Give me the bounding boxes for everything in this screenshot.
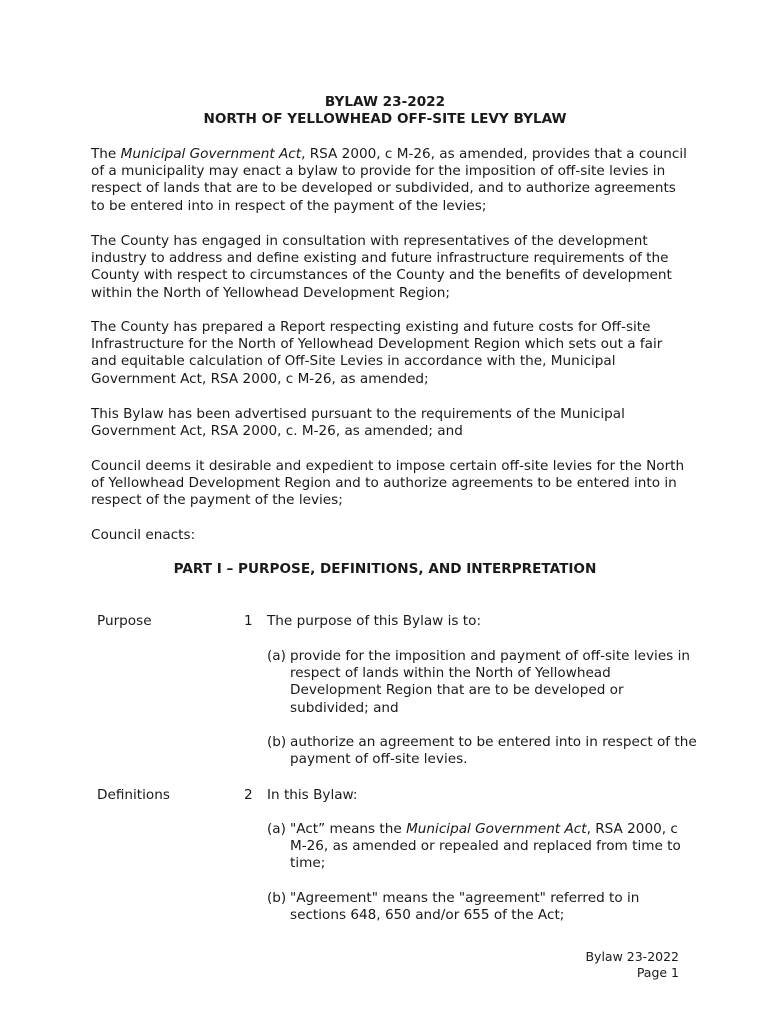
section-1-intro: The purpose of this Bylaw is to:: [267, 613, 482, 629]
section-1-clause-a: [267, 648, 697, 717]
preamble-paragraph-5: Council deems it desirable and expedient to impose certain off-site levies for the North of Yellowhead Development Region and to authorize agreements to be entered into in respect of the payment of the levies;: [91, 458, 685, 509]
clause-text: authorize an agreement to be entered into in respect of the payment of off-site levies.: [290, 734, 697, 768]
section-1-side-heading: Purpose: [97, 613, 152, 629]
preamble-paragraph-2: The County has engaged in consultation with representatives of the development industry to address and define existing and future infrastructure requirements of the County with respect to circumstances of the County and the benefits of development within the North of Yellowhead Development Region;: [91, 233, 672, 301]
footer-bylaw-reference: Bylaw 23-2022: [585, 949, 679, 964]
page-footer: [585, 949, 679, 981]
clause-label: (b): [267, 734, 287, 750]
clause-text: "Act” means the Municipal Government Act, RSA 2000, c M-26, as amended or repealed and replaced from time to time;: [290, 821, 681, 872]
section-2-intro: In this Bylaw:: [267, 787, 358, 803]
enactment-clause: Council enacts:: [91, 527, 196, 543]
footer-page-number: Page 1: [636, 965, 679, 980]
bylaw-number: BYLAW 23-2022: [324, 94, 446, 110]
clause-label: (a): [267, 821, 286, 837]
section-2-clause-a: [267, 821, 697, 873]
section-1-number: 1: [244, 613, 253, 629]
clause-text: provide for the imposition and payment of off-site levies in respect of lands within the North of Yellowhead Development Region that are to be developed or subdivided; and: [290, 648, 690, 716]
section-2-number: 2: [244, 787, 253, 803]
preamble-paragraph-3: The County has prepared a Report respecting existing and future costs for Off-site Infrastructure for the North of Yellowhead Development Region which sets out a fair and equitable calculation of Off-Site Levies in accordance with the, Municipal Government Act, RSA 2000, c M-26, as amended;: [91, 319, 663, 387]
section-2-side-heading: Definitions: [97, 787, 170, 803]
part-heading: PART I – PURPOSE, DEFINITIONS, AND INTERPRETATION: [173, 561, 597, 577]
bylaw-title: NORTH OF YELLOWHEAD OFF-SITE LEVY BYLAW: [203, 111, 567, 127]
clause-label: (b): [267, 890, 287, 906]
section-1-clause-b: [267, 734, 697, 768]
section-2-clause-b: [267, 890, 697, 924]
preamble-paragraph-1: The Municipal Government Act, RSA 2000, c M-26, as amended, provides that a council of a municipality may enact a bylaw to provide for the imposition of off-site levies in respect of lands that are to be developed or subdivided, and to authorize agreements to be entered into in respect of the payment of the levies;: [91, 146, 687, 214]
clause-label: (a): [267, 648, 286, 664]
clause-text: "Agreement" means the "agreement" referred to in sections 648, 650 and/or 655 of the Act;: [290, 890, 640, 924]
preamble-paragraph-4: This Bylaw has been advertised pursuant to the requirements of the Municipal Government Act, RSA 2000, c. M-26, as amended; and: [91, 406, 625, 440]
